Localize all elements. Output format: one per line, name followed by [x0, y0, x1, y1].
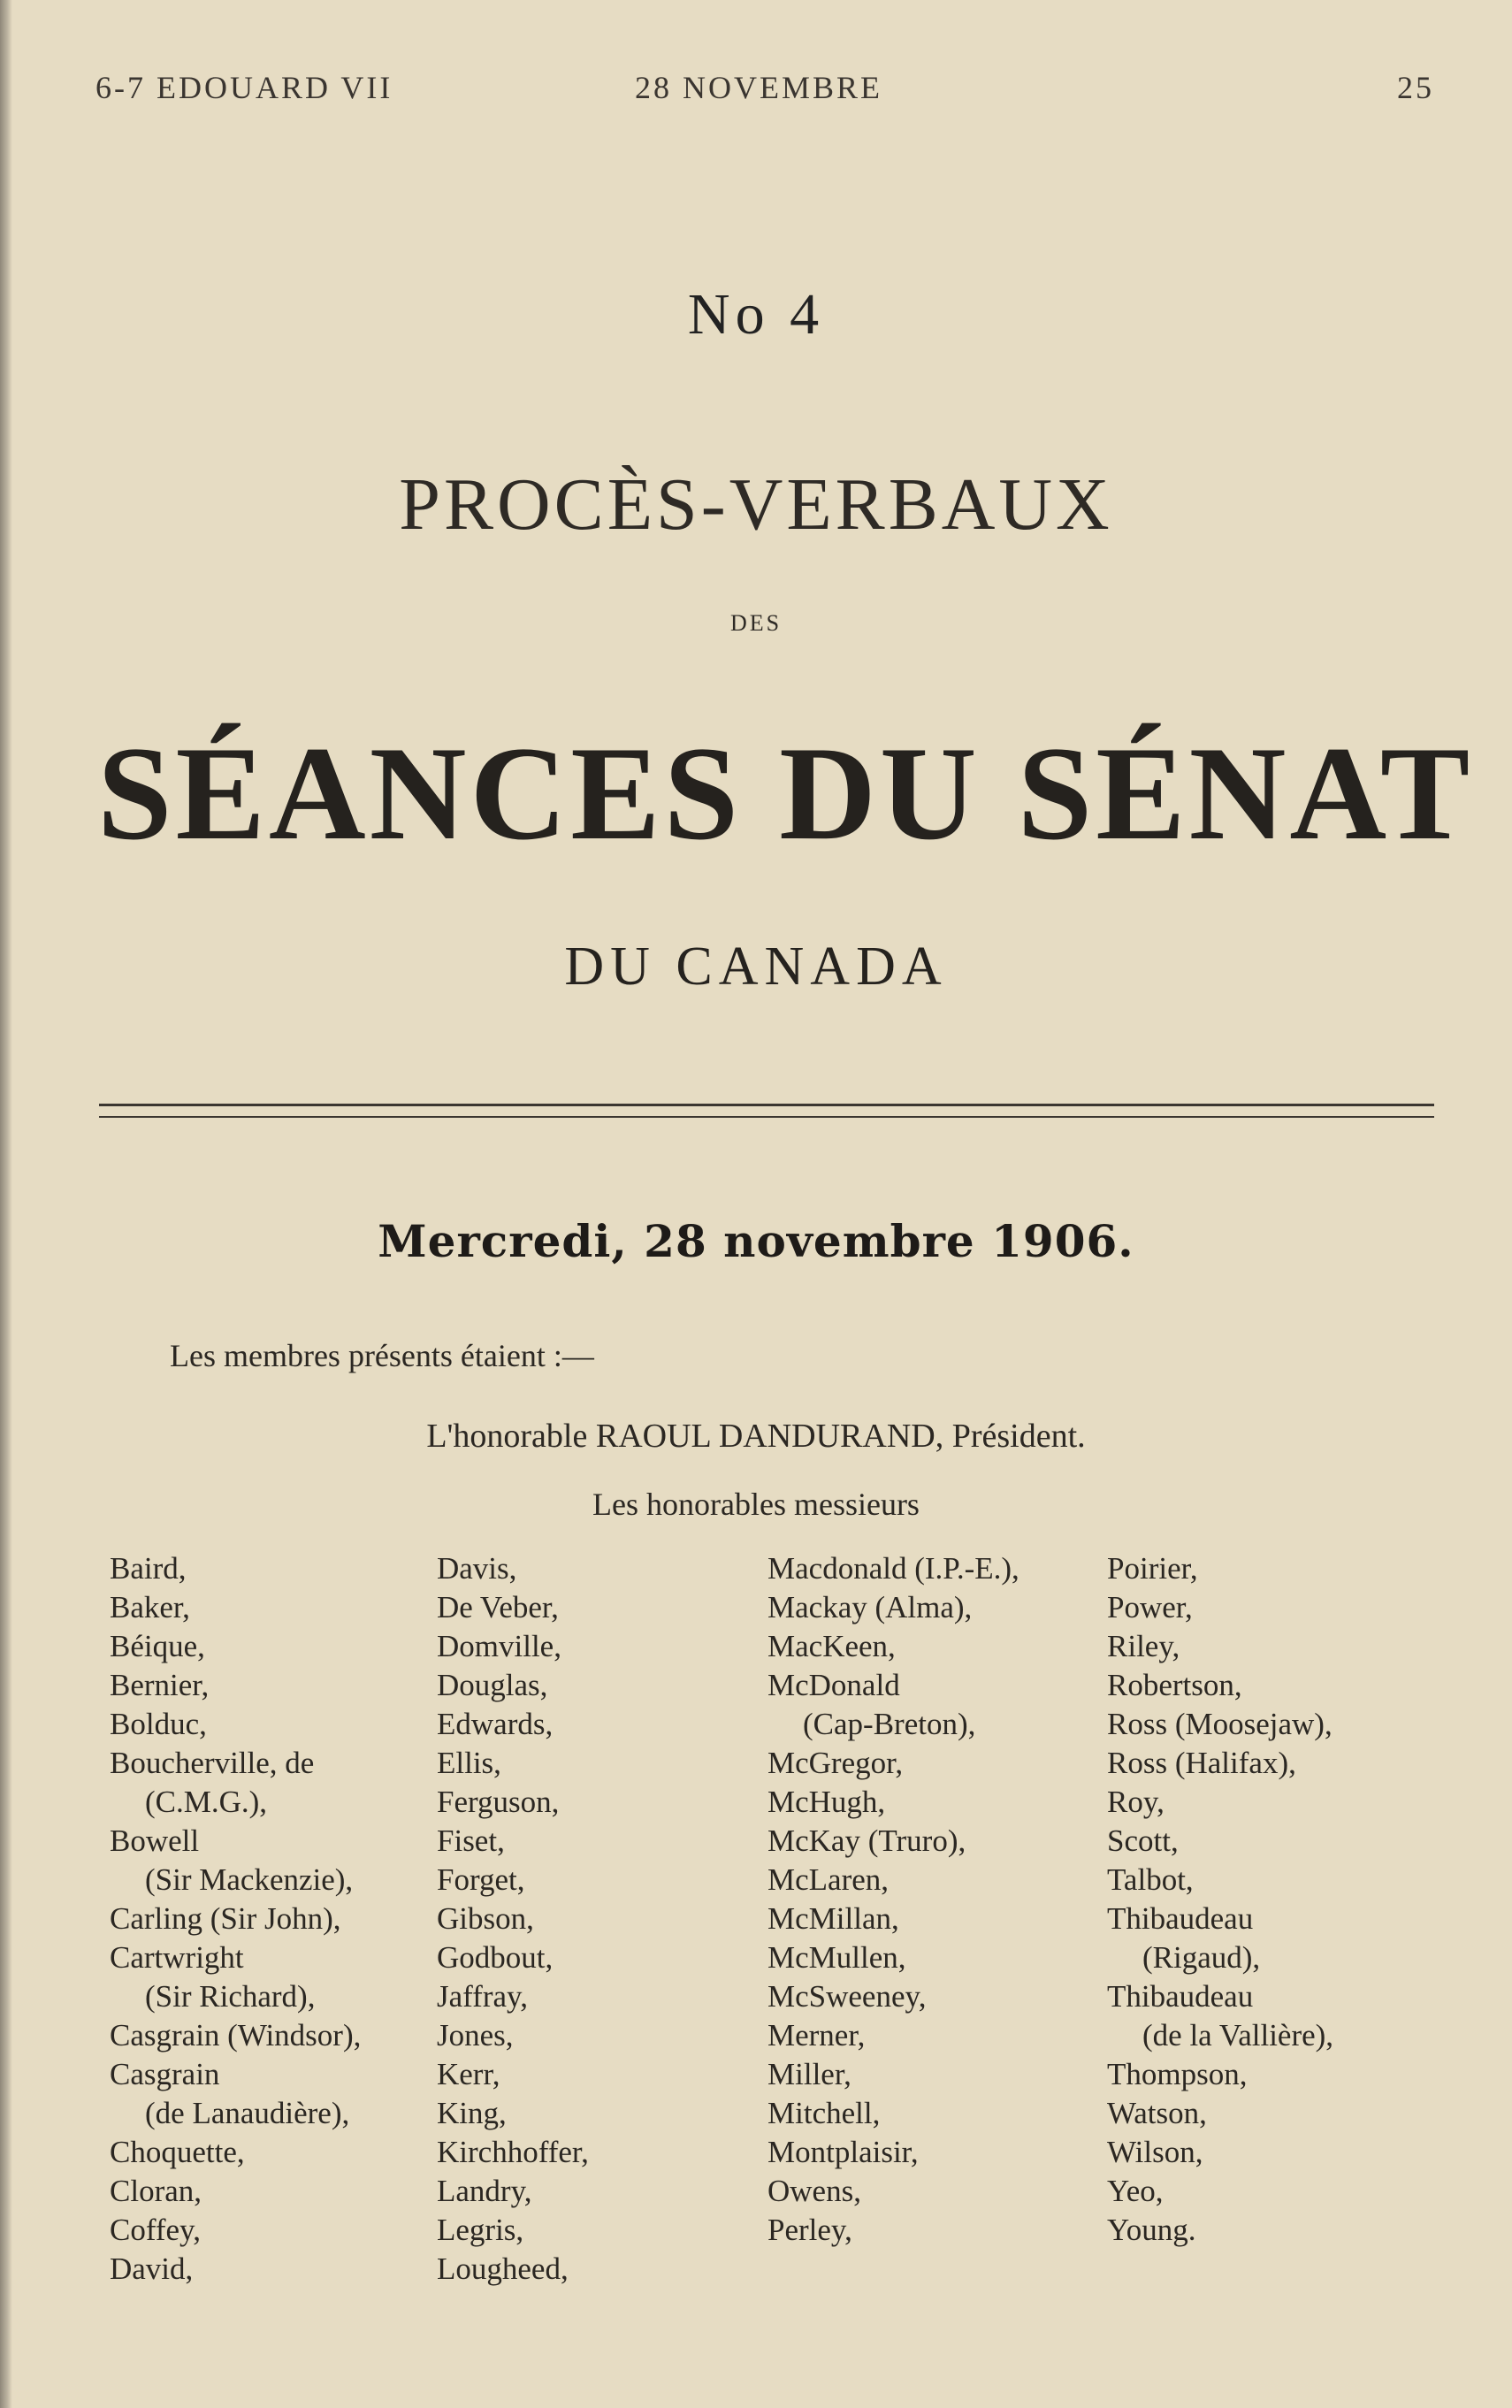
number-heading: No 4 — [687, 282, 825, 347]
senator-name: Landry, — [437, 2174, 532, 2208]
intro-line: Les membres présents étaient :— — [170, 1338, 594, 1373]
senator-name: Bolduc, — [110, 1707, 207, 1741]
senator-name: Roy, — [1107, 1785, 1165, 1819]
running-head — [95, 69, 1434, 113]
senator-name: King, — [437, 2096, 507, 2130]
senator-name: Power, — [1107, 1590, 1193, 1624]
senator-name: Kirchhoffer, — [437, 2135, 589, 2169]
double-rule-bottom — [99, 1116, 1434, 1118]
senator-name: Owens, — [767, 2174, 861, 2208]
senator-name: Casgrain (Windsor), — [110, 2018, 362, 2053]
senator-name: (Sir Mackenzie), — [145, 1862, 354, 1897]
senator-name: Miller, — [767, 2057, 851, 2091]
senator-name: (Cap-Breton), — [803, 1707, 976, 1741]
senator-name: Riley, — [1107, 1629, 1180, 1663]
senator-name: Ferguson, — [437, 1785, 560, 1819]
senator-name: (de Lanaudière), — [145, 2096, 350, 2130]
senator-name: Talbot, — [1107, 1862, 1194, 1897]
senator-name: Ross (Moosejaw), — [1107, 1707, 1333, 1741]
senator-name: David, — [110, 2251, 194, 2286]
page-number: 25 — [1397, 70, 1434, 105]
senator-name: Domville, — [437, 1629, 561, 1663]
senator-name: McMillan, — [767, 1901, 899, 1936]
senator-name: (de la Vallière), — [1142, 2018, 1334, 2053]
senator-name: Merner, — [767, 2018, 866, 2053]
senator-name: Macdonald (I.P.-E.), — [767, 1551, 1019, 1586]
senator-name: Forget, — [437, 1862, 525, 1897]
senator-name: Yeo, — [1107, 2174, 1164, 2208]
double-rule-top — [99, 1104, 1434, 1106]
senators-heading: Les honorables messieurs — [592, 1487, 920, 1522]
senators-column-4 — [1107, 1549, 1333, 2250]
senator-name: Jones, — [437, 2018, 514, 2053]
title-des: DES — [729, 610, 783, 636]
senator-name: McSweeney, — [767, 1979, 927, 2014]
title-proces-verbaux: PROCÈS-VERBAUX — [399, 463, 1113, 546]
senator-name: Thompson, — [1107, 2057, 1248, 2091]
senator-name: Edwards, — [437, 1707, 554, 1741]
senator-name: Baker, — [110, 1590, 190, 1624]
senator-name: Baird, — [110, 1551, 187, 1586]
senator-name: (C.M.G.), — [145, 1785, 268, 1819]
senators-column-3 — [767, 1549, 1019, 2250]
running-head-left: 6-7 EDOUARD VII — [95, 70, 393, 105]
page-binding-edge — [0, 0, 12, 2408]
senator-name: Wilson, — [1107, 2135, 1203, 2169]
running-head-date: 28 NOVEMBRE — [635, 70, 883, 105]
senator-name: Poirier, — [1107, 1551, 1198, 1586]
senator-name: (Sir Richard), — [145, 1979, 316, 2014]
senator-name: Douglas, — [437, 1668, 548, 1702]
senator-name: Perley, — [767, 2213, 852, 2247]
senators-column-2 — [437, 1549, 589, 2289]
senator-name: Mitchell, — [767, 2096, 881, 2130]
senator-name: Ross (Halifax), — [1107, 1746, 1296, 1780]
senator-name: Godbout, — [437, 1940, 554, 1975]
senator-name: McLaren, — [767, 1862, 890, 1897]
senator-name: Jaffray, — [437, 1979, 529, 2014]
senator-name: Scott, — [1107, 1823, 1179, 1858]
title-seances-du-senat: SÉANCES DU SÉNAT — [97, 719, 1474, 868]
senator-name: Young. — [1107, 2213, 1196, 2247]
senator-name: Thibaudeau — [1107, 1979, 1254, 2014]
senator-name: McDonald — [767, 1668, 900, 1702]
senator-name: Kerr, — [437, 2057, 500, 2091]
senators-column-1 — [110, 1549, 361, 2289]
senator-name: Ellis, — [437, 1746, 501, 1780]
president-line: L'honorable RAOUL DANDURAND, Président. — [426, 1418, 1086, 1455]
senator-name: McGregor, — [767, 1746, 904, 1780]
senator-name: Legris, — [437, 2213, 524, 2247]
senator-name: De Veber, — [437, 1590, 559, 1624]
senator-name: Davis, — [437, 1551, 517, 1586]
senator-name: Robertson, — [1107, 1668, 1242, 1702]
senator-name: Watson, — [1107, 2096, 1207, 2130]
senator-name: Gibson, — [437, 1901, 534, 1936]
senator-name: Montplaisir, — [767, 2135, 919, 2169]
senator-name: McMullen, — [767, 1940, 906, 1975]
title-du-canada: DU CANADA — [564, 936, 948, 997]
senator-name: Mackay (Alma), — [767, 1590, 973, 1624]
senator-name: Coffey, — [110, 2213, 202, 2247]
senator-name: Cartwright — [110, 1940, 244, 1975]
session-date: Mercredi, 28 novembre 1906. — [378, 1215, 1134, 1267]
senator-name: Bowell — [110, 1823, 200, 1858]
senator-name: Cloran, — [110, 2174, 202, 2208]
senator-name: Carling (Sir John), — [110, 1901, 341, 1936]
senator-name: Boucherville, de — [110, 1746, 315, 1780]
senator-name: (Rigaud), — [1142, 1940, 1261, 1975]
senator-name: Casgrain — [110, 2057, 220, 2091]
senator-name: McKay (Truro), — [767, 1823, 966, 1858]
senator-name: Lougheed, — [437, 2251, 569, 2286]
senator-name: Bernier, — [110, 1668, 210, 1702]
senator-name: MacKeen, — [767, 1629, 896, 1663]
senator-name: Thibaudeau — [1107, 1901, 1254, 1936]
senator-name: Fiset, — [437, 1823, 505, 1858]
senator-name: Choquette, — [110, 2135, 245, 2169]
senator-name: Béique, — [110, 1629, 205, 1663]
senator-name: McHugh, — [767, 1785, 886, 1819]
